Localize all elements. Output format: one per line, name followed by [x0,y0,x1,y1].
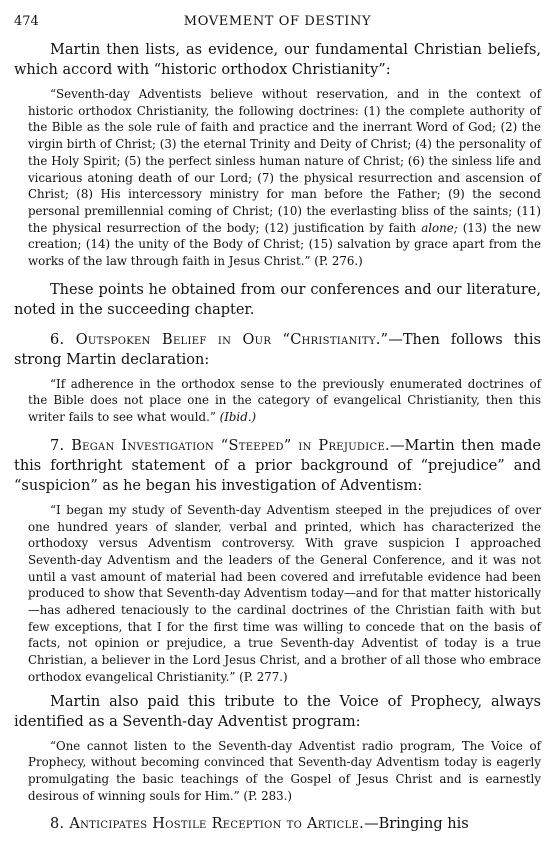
quote-radio: “One cannot listen to the Seventh-day Adventist radio program, The Voice of Prophecy, without becoming convinced that Seventh-day Adventism today is eagerly promulgating the basic teachings of the Gospel of Jesus Christ and is earnestly desirous of winning souls for Him.” (P. 283.) [28,738,541,803]
section-7 [14,436,541,496]
section-6-text: —Then follows this strong Martin declaration: [14,331,541,368]
paragraph-voice-of-prophecy: Martin also paid this tribute to the Voice of Prophecy, always identified as a Seventh-day Adventist program: [14,693,541,730]
quote-doctrines-text: “Seventh-day Adventists believe without reservation, and in the context of historic orthodox Christianity, the following doctrines: (1) the complete authority of the Bible as the sole rule of faith and practice and the inerrant Word of God; (2) the virgin birth of Christ; (3) the eternal Trinity and Deity of Christ; (4) the personality of the Holy Spirit; (5) the perfect sinless human nature of Christ; (6) the sinless life and vicarious atoning death of our Lord; (7) the physical resurrection and ascension of Christ; (8) His intercessory ministry for man before the Father; (9) the second personal premillennial coming of Christ; (10) the everlasting bliss of the saints; (11) the physical resurrection of the body; (12) justification by faith [28,87,541,235]
section-7-text: —Martin then made this forthright statement of a prior background of “prejudice” and “suspicion” as he began his investigation of Adventism: [14,437,541,494]
section-8-heading: 8. Anticipates Hostile Reception to Article. [50,816,365,833]
quote-adherence-text: “If adherence in the orthodox sense to the previously enumerated doctrines of the Bible does not place one in the category of evangelical Christianity, then this writer fails to see what would.” [28,376,541,425]
section-6 [14,330,541,370]
section-6-heading: 6. Outspoken Belief in Our “Christianity.” [50,331,389,348]
quote-doctrines-emphasis: alone; [421,220,458,235]
quote-adherence [14,376,541,426]
paragraph-intro: Martin then lists, as evidence, our fundamental Christian beliefs, which accord with “historic orthodox Christianity”: [14,42,541,78]
quote-doctrines [14,86,541,270]
section-8-text: —Bringing his [364,816,469,833]
quote-doctrines-tail: (13) the new creation; (14) the unity of the Body of Christ; (15) salvation by grace apart from the works of the law through faith in Jesus Christ.” (P. 276.) [28,220,542,269]
section-8 [14,814,541,834]
paragraph-points: These points he obtained from our conferences and our literature, noted in the succeeding chapter. [14,281,541,318]
running-head: MOVEMENT OF DESTINY [183,14,372,29]
quote-prejudice: “I began my study of Seventh-day Adventism steeped in the prejudices of over one hundred years of slander, verbal and printed, which has characterized the orthodoxy versus Adventism controversy. With grave suspicion I approached Seventh-day Adventism and the leaders of the General Conference, and it was not until a vast amount of material had been covered and irrefutable evidence had been produced to show that Seventh-day Adventism today—and for that matter historically—has adhered tenaciously to the cardinal doctrines of the Christian faith with but few exceptions, that I for the first time was willing to concede that on the basis of facts, not opinion or prejudice, a true Seventh-day Adventist of today is a true Christian, a believer in the Lord Jesus Christ, and a brother of all those who embrace orthodox evangelical Christianity.” (P. 277.) [28,502,541,684]
section-7-heading: 7. Began Investigation “Steeped” in Prejudice. [50,437,390,454]
page-number: 474 [14,14,39,29]
page-content [14,40,541,834]
page-header [14,14,541,32]
quote-adherence-citation: (Ibid.) [219,410,257,425]
